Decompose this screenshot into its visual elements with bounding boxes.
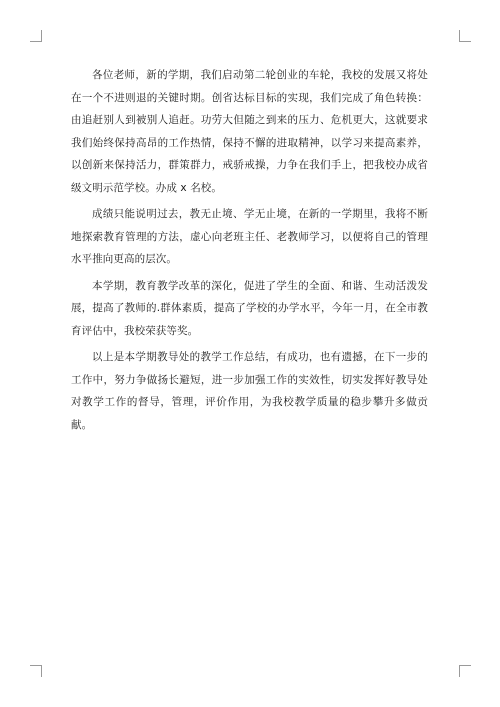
paragraph-3: 本学期，教育教学改革的深化，促进了学生的全面、和谐、生动活泼发展，提高了教师的.群体素质，提高了学校的办学水平，今年一月，在全市教育评估中，我校荣获等奖。 <box>71 279 428 337</box>
paragraph-4: 以上是本学期教导处的教学工作总结，有成功，也有遗撼，在下一步的工作中，努力争做扬长避短，进一步加强工作的实效性，切实发挥好教导处对教学工作的督导，管理，评价作用，为我校教学质量的稳步攀升多做贡献。 <box>71 351 428 431</box>
crop-mark-bottom-left <box>30 665 42 677</box>
crop-mark-top-right <box>459 30 471 42</box>
paragraph-1: 各位老师，新的学期，我们启动第二轮创业的车轮，我校的发展又将处在一个不进则退的关键时期。创省达标目标的实现，我们完成了角色转换：由追赶别人到被别人追赶。功劳大但随之到来的压力、危机更大，这就要求我们始终保持高昂的工作热情，保持不懈的进取精神，以学习来提高素养，以创新来保持活力，群策群力，戒骄戒操，力争在我们手上，把我校办成省级文明示范学校。办成 x 名校。 <box>71 69 428 194</box>
paragraph-2: 成绩只能说明过去，教无止境、学无止境，在新的一学期里，我将不断地探索教育管理的方法，虚心向老班主任、老教师学习，以便将自己的管理水平推向更高的层次。 <box>71 208 428 265</box>
crop-mark-bottom-right <box>459 665 471 677</box>
document-body <box>71 64 428 440</box>
crop-mark-top-left <box>30 30 42 42</box>
